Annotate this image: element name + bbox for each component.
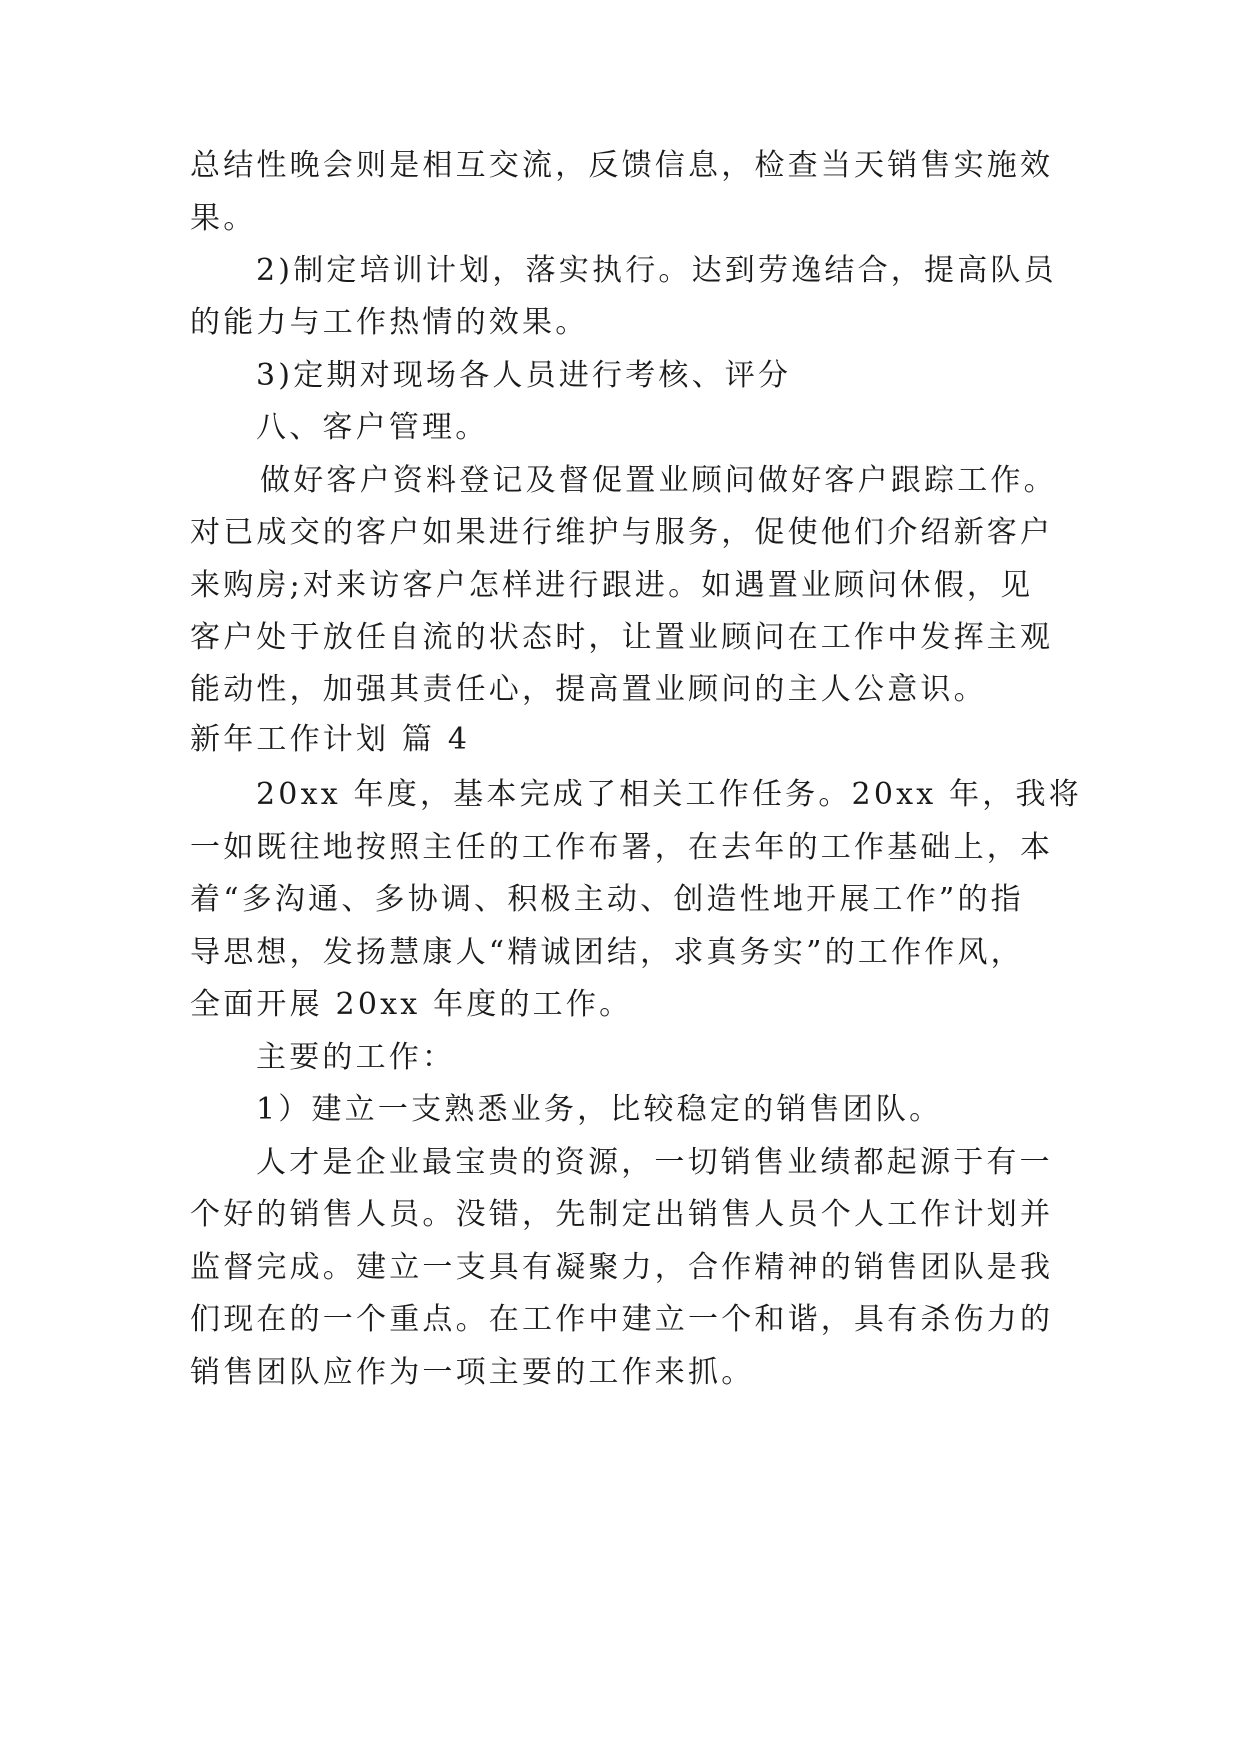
- text-line: 来购房;对来访客户怎样进行跟进。如遇置业顾问休假，见: [190, 568, 1034, 603]
- text-line: 一如既往地按照主任的工作布署，在去年的工作基础上，本: [190, 830, 1054, 865]
- text-line: 全面开展 20xx 年度的工作。: [190, 987, 633, 1022]
- text-line: 能动性，加强其责任心，提高置业顾问的主人公意识。: [190, 672, 987, 707]
- article-title: 新年工作计划 篇 4: [190, 722, 471, 757]
- text-line: 客户处于放任自流的状态时，让置业顾问在工作中发挥主观: [190, 620, 1054, 655]
- text-line: 1）建立一支熟悉业务，比较稳定的销售团队。: [256, 1092, 943, 1127]
- text-line: 监督完成。建立一支具有凝聚力，合作精神的销售团队是我: [190, 1250, 1054, 1285]
- text-line: 导思想，发扬慧康人“精诚团结，求真务实”的工作作风，: [190, 935, 1024, 970]
- text-line: 人才是企业最宝贵的资源，一切销售业绩都起源于有一: [256, 1145, 1053, 1180]
- text-line: 着“多沟通、多协调、积极主动、创造性地开展工作”的指: [190, 882, 1024, 917]
- text-line: 3)定期对现场各人员进行考核、评分: [256, 358, 792, 393]
- text-line: 做好客户资料登记及督促置业顾问做好客户跟踪工作。: [260, 463, 1057, 498]
- section-heading: 主要的工作：: [256, 1040, 456, 1075]
- text-line: 们现在的一个重点。在工作中建立一个和谐，具有杀伤力的: [190, 1302, 1054, 1337]
- section-heading: 八、客户管理。: [256, 410, 489, 445]
- text-line: 销售团队应作为一项主要的工作来抓。: [190, 1355, 755, 1390]
- text-line: 对已成交的客户如果进行维护与服务，促使他们介绍新客户: [190, 515, 1054, 550]
- text-line: 20xx 年度，基本完成了相关工作任务。20xx 年，我将: [256, 777, 1082, 812]
- text-line: 2)制定培训计划，落实执行。达到劳逸结合，提高队员: [256, 253, 1057, 288]
- text-line: 个好的销售人员。没错，先制定出销售人员个人工作计划并: [190, 1197, 1054, 1232]
- text-line: 果。: [190, 201, 257, 236]
- text-line: 总结性晚会则是相互交流，反馈信息，检查当天销售实施效: [190, 148, 1054, 183]
- text-line: 的能力与工作热情的效果。: [190, 305, 589, 340]
